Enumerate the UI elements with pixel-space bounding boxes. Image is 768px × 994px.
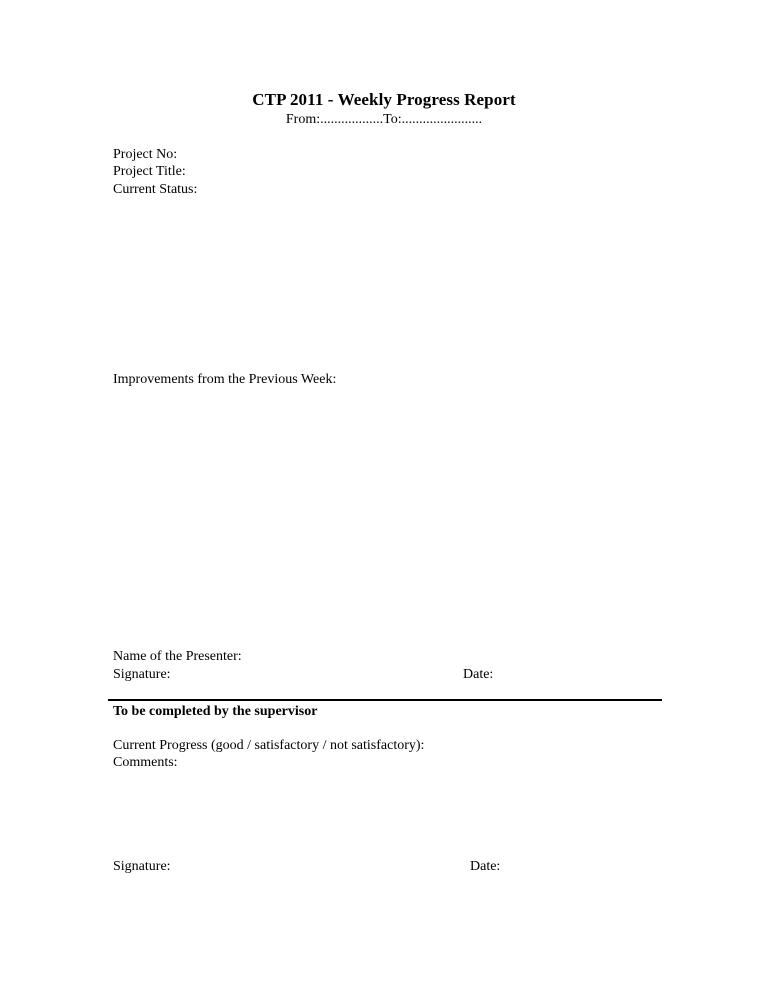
section-divider bbox=[108, 699, 662, 701]
presenter-name-label: Name of the Presenter: bbox=[113, 649, 242, 664]
project-number-label: Project No: bbox=[113, 147, 178, 162]
supervisor-date-label: Date: bbox=[470, 859, 501, 874]
supervisor-heading: To be completed by the supervisor bbox=[113, 704, 318, 719]
current-progress-label: Current Progress (good / satisfactory / not satisfactory): bbox=[113, 738, 425, 753]
supervisor-signature-label: Signature: bbox=[113, 859, 171, 874]
project-title-label: Project Title: bbox=[113, 164, 186, 179]
presenter-signature-label: Signature: bbox=[113, 667, 171, 682]
improvements-label: Improvements from the Previous Week: bbox=[113, 372, 337, 387]
comments-label: Comments: bbox=[113, 755, 178, 770]
current-status-label: Current Status: bbox=[113, 182, 198, 197]
report-period: From:..................To:....................... bbox=[285, 112, 483, 127]
presenter-date-label: Date: bbox=[463, 667, 494, 682]
report-title: CTP 2011 - Weekly Progress Report bbox=[252, 90, 516, 109]
